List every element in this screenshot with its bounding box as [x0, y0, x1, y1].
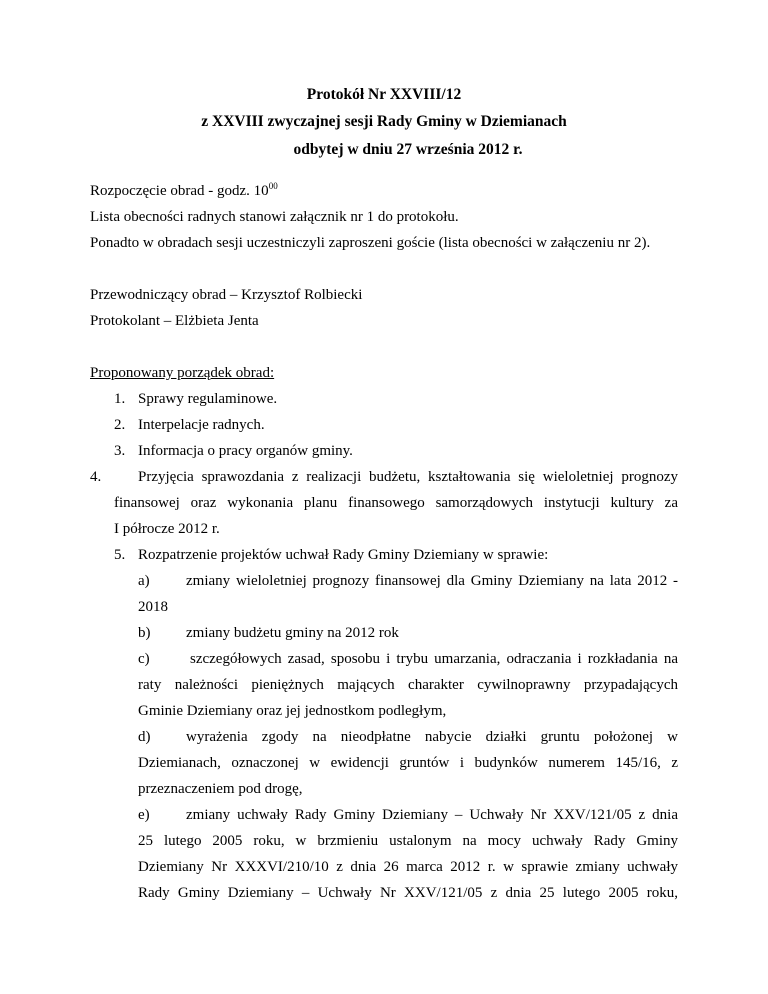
attendance-note: Lista obecności radnych stanowi załącznik nr 1 do protokołu.	[90, 209, 459, 225]
subitem-letter: c)	[138, 651, 150, 667]
subitem: zmiany uchwały Rady Gminy Dziemiany – Uchwały Nr XXV/121/05 z dnia	[186, 807, 678, 823]
subitem-continued: Dziemianach, oznaczonej w ewidencji gruntów i budynków numerem 145/16, z	[138, 755, 678, 771]
subitem-continued: przeznaczeniem pod drogę,	[138, 781, 303, 797]
subitem-continued: raty należności pieniężnych mających charakter cywilnoprawny przypadających	[138, 677, 678, 693]
subitem: zmiany wieloletniej prognozy finansowej dla Gminy Dziemiany na lata 2012 -	[186, 573, 678, 589]
agenda-item-number: 2.	[114, 417, 126, 433]
subitem-letter: e)	[138, 807, 150, 823]
session-date: odbytej w dniu 27 września 2012 r.	[293, 141, 523, 158]
agenda-item-number: 5.	[114, 547, 126, 563]
subitem: szczegółowych zasad, sposobu i trybu umarzania, odraczania i rozkładania na	[190, 651, 678, 667]
subitem-continued: 25 lutego 2005 roku, w brzmieniu ustalonym na mocy uchwały Rady Gminy	[138, 833, 678, 849]
subitem: wyrażenia zgody na nieodpłatne nabycie działki gruntu położonej w	[186, 729, 678, 745]
agenda-item-number: 3.	[114, 443, 126, 459]
recorder: Protokolant – Elżbieta Jenta	[90, 313, 259, 329]
agenda-item: Sprawy regulaminowe.	[138, 391, 278, 407]
agenda-item: Przyjęcia sprawozdania z realizacji budżetu, kształtowania się wieloletniej prognozy	[138, 469, 678, 485]
subitem-letter: b)	[138, 625, 151, 641]
agenda-item: Interpelacje radnych.	[138, 417, 265, 433]
subitem-continued: Dziemiany Nr XXXVI/210/10 z dnia 26 marca 2012 r. w sprawie zmiany uchwały	[138, 859, 678, 875]
agenda-item-number: 1.	[114, 391, 126, 407]
document-title: Protokół Nr XXVIII/12	[306, 86, 462, 103]
agenda-item-number: 4.	[90, 469, 102, 485]
agenda-item: Informacja o pracy organów gminy.	[138, 443, 353, 459]
session-subtitle: z XXVIII zwyczajnej sesji Rady Gminy w Dziemianach	[201, 113, 567, 130]
session-start-time: Rozpoczęcie obrad - godz. $10^{00}$	[90, 181, 278, 199]
subitem-continued: Gminie Dziemiany oraz jej jednostkom podległym,	[138, 703, 447, 719]
subitem: zmiany budżetu gminy na 2012 rok	[186, 625, 399, 641]
subitem-letter: d)	[138, 729, 151, 745]
subitem-continued: Rady Gminy Dziemiany – Uchwały Nr XXV/121/05 z dnia 25 lutego 2005 roku,	[138, 885, 678, 901]
chairperson: Przewodniczący obrad – Krzysztof Rolbiecki	[90, 287, 363, 303]
agenda-heading: Proponowany porządek obrad:	[90, 365, 275, 381]
guests-note: Ponadto w obradach sesji uczestniczyli zaproszeni goście (lista obecności w załączeniu nr 2).	[90, 235, 651, 251]
agenda-item-continued: finansowej oraz wykonania planu finansowego samorządowych instytucji kultury za	[114, 495, 678, 511]
agenda-item-continued: I półrocze 2012 r.	[114, 521, 220, 537]
agenda-item: Rozpatrzenie projektów uchwał Rady Gminy Dziemiany w sprawie:	[138, 547, 549, 563]
subitem-continued: 2018	[138, 599, 168, 615]
subitem-letter: a)	[138, 573, 150, 589]
